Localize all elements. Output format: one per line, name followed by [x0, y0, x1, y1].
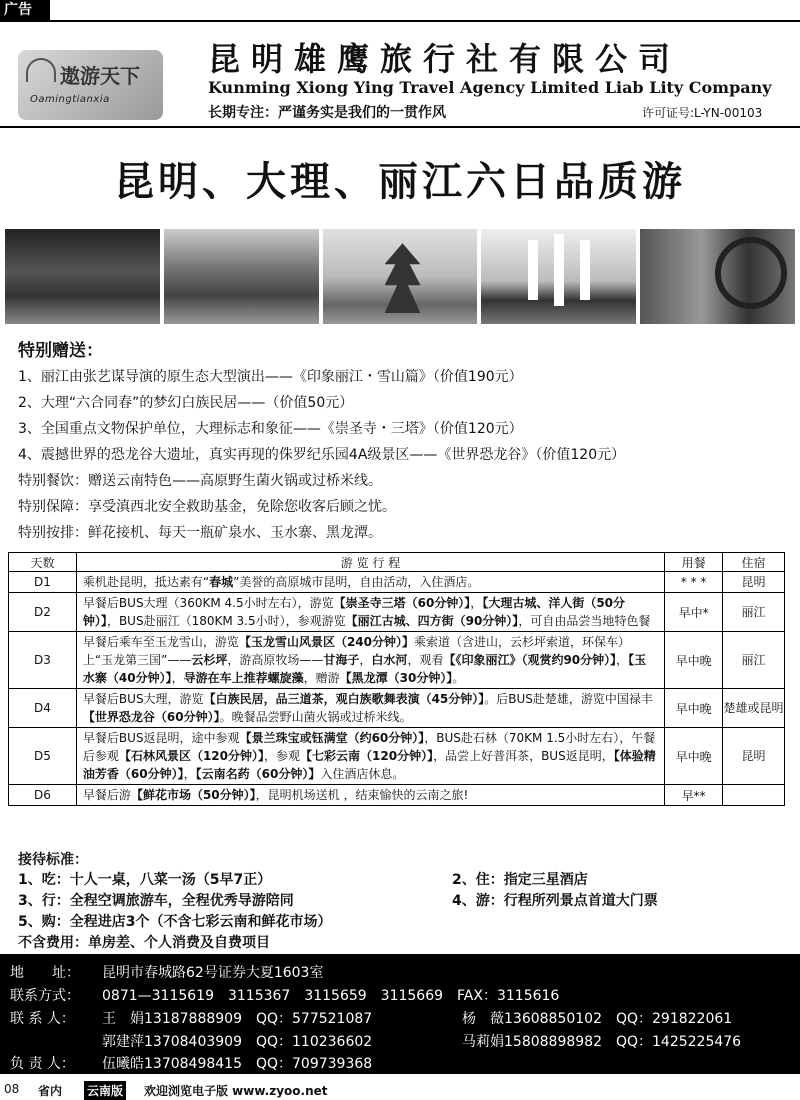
highlight-text: 【玉水寨（40分钟）】 — [82, 653, 647, 685]
row-meal: 早中晚 — [665, 728, 723, 785]
plain-text: ，BUS赴石林（70KM 1.5小时左右），午餐后参观 — [82, 731, 656, 763]
photo-water-wheel — [640, 229, 795, 324]
table-header-row — [9, 553, 785, 572]
contact-person: 马莉娟15808898982 QQ：1425225476 — [462, 1034, 742, 1050]
phones: 0871—3115619 3115367 3115659 3115669 FAX：3115616 — [102, 988, 560, 1004]
highlight-text: 【丽江古城、四方街（90分钟）】 — [345, 614, 519, 628]
manager-label: 负 责 人： — [10, 1056, 75, 1072]
plain-text: ，昆明机场送机 ，结束愉快的云南之旅! — [255, 788, 469, 802]
table-row — [9, 632, 785, 689]
row-stay: 丽江 — [723, 632, 785, 689]
highlight-text: 云杉坪 — [191, 653, 228, 667]
gift-line: 2、大理“六合同春”的梦幻白族民居——（价值50元） — [18, 395, 354, 411]
highlight-text: 【崇圣寺三塔（60分钟）】 — [333, 596, 471, 610]
highlight-text: 【石林风景区（120分钟）】 — [118, 749, 264, 763]
highlight-text: 【体验精油芳香（60分钟）】 — [82, 749, 656, 781]
row-itinerary — [76, 689, 664, 728]
address: 昆明市春城路62号证券大夏1603室 — [102, 965, 324, 981]
highlight-text: 【世界恐龙谷（60分钟）】 — [82, 710, 220, 724]
gift-line: 特别保障：享受滇西北安全救助基金，免除您收客后顾之忧。 — [18, 499, 396, 515]
gifts-title: 特别赠送： — [18, 341, 103, 361]
highlight-text: 【黑龙潭（30分钟）】 — [339, 671, 453, 685]
row-day: D3 — [9, 632, 77, 689]
pagoda-icon — [385, 243, 421, 313]
tower-icon — [528, 240, 538, 300]
row-itinerary — [76, 572, 664, 593]
row-stay: 楚雄或昆明 — [723, 689, 785, 728]
contact-person: 郭建萍13708403909 QQ：110236602 — [102, 1034, 373, 1050]
contact-block — [0, 954, 800, 1074]
photo-courtyard — [164, 229, 319, 324]
row-day: D5 — [9, 728, 77, 785]
plain-text: ， — [171, 671, 184, 685]
header-itinerary: 游 览 行 程 — [76, 553, 664, 572]
standard-sightseeing: 4、游：行程所列景点首道大门票 — [452, 893, 658, 909]
footer-note: 欢迎浏览电子版 www.zyoo.net — [144, 1084, 328, 1098]
row-meal: 早中晚 — [665, 689, 723, 728]
photo-strip — [5, 229, 795, 324]
plain-text: ，游高原牧场—— — [227, 653, 324, 667]
photo-night-town — [5, 229, 160, 324]
plain-text: 早餐后乘车至玉龙雪山，游览 — [82, 635, 239, 649]
header-meal: 用餐 — [665, 553, 723, 572]
gift-line: 特别餐饮：赠送云南特色——高原野生菌火锅或过桥米线。 — [18, 473, 382, 489]
plain-text: ， — [616, 653, 629, 667]
slogan: 长期专注：严谨务实是我们的一贯作风 — [208, 105, 446, 121]
footer — [0, 1078, 800, 1100]
standard-food: 1、吃：十人一桌，八菜一汤（5早7正） — [18, 872, 272, 888]
standards-title: 接待标准： — [18, 852, 88, 868]
standard-shopping: 5、购：全程进店3个（不含七彩云南和鲜花市场） — [18, 914, 332, 930]
footer-section: 省内 — [38, 1084, 63, 1098]
logo-pinyin: Oamingtianxia — [30, 94, 110, 105]
row-day: D4 — [9, 689, 77, 728]
plain-text: ， — [359, 653, 372, 667]
highlight-text: 导游在车上推荐螺旋藻 — [183, 671, 304, 685]
logo-arch-icon — [26, 58, 56, 82]
row-stay: 丽江 — [723, 593, 785, 632]
row-meal: 早中晚 — [665, 632, 723, 689]
tower-icon — [554, 234, 564, 306]
gift-line: 1、丽江由张艺谋导演的原生态大型演出——《印象丽江・雪山篇》（价值190元） — [18, 369, 523, 385]
contact-person: 王 娟13187888909 QQ：577521087 — [102, 1011, 373, 1027]
plain-text: 。 — [452, 671, 465, 685]
plain-text: 入住酒店休息。 — [320, 767, 405, 781]
contact-person: 杨 薇13608850102 QQ：291822061 — [462, 1011, 733, 1027]
highlight-text: 【玉龙雪山风景区（240分钟）】 — [238, 635, 414, 649]
table-row — [9, 593, 785, 632]
highlight-text: 甘海子 — [323, 653, 360, 667]
plain-text: ， — [470, 596, 483, 610]
row-meal: 早** — [665, 785, 723, 806]
plain-text: ”美誉的高原城市昆明，自由活动，入住酒店。 — [233, 575, 480, 589]
company-name-en: Kunming Xiong Ying Travel Agency Limited Liab Lity Company — [208, 78, 772, 97]
header-stay: 住宿 — [723, 553, 785, 572]
plain-text: 早餐后BUS返昆明，途中参观 — [82, 731, 240, 745]
logo-cn: 遨游天下 — [60, 64, 140, 88]
phones-label: 联系方式： — [10, 988, 80, 1004]
table-row — [9, 689, 785, 728]
row-stay — [723, 785, 785, 806]
highlight-text: 春城 — [209, 575, 234, 589]
page-number: 08 — [4, 1082, 20, 1096]
people-label: 联 系 人： — [10, 1011, 75, 1027]
plain-text: ，参观 — [264, 749, 301, 763]
water-wheel-icon — [715, 237, 787, 309]
highlight-text: 白水河 — [371, 653, 408, 667]
highlight-text: 【大理古城、洋人街（50分钟）】 — [82, 596, 626, 628]
highlight-text: 【七彩云南（120分钟）】 — [300, 749, 434, 763]
plain-text: ， — [183, 767, 196, 781]
photo-pagoda — [323, 229, 478, 324]
headline: 昆明、大理、丽江六日品质游 — [114, 159, 686, 205]
plain-text: ，可自由品尝当地特色餐 — [518, 614, 651, 628]
highlight-text: 【云南名药（60分钟）】 — [195, 767, 321, 781]
row-stay: 昆明 — [723, 728, 785, 785]
ad-tag: 广告 — [0, 0, 50, 20]
gift-line: 特别按排：鲜花接机、每天一瓶矿泉水、玉水寨、黑龙潭。 — [18, 525, 382, 541]
plain-text: 。晚餐品尝野山菌火锅或过桥米线。 — [219, 710, 412, 724]
plain-text: 乘索道（含进山，云杉坪索道，环保车）上“玉龙第三国”—— — [82, 635, 631, 667]
license-number: 许可证号:L-YN-00103 — [642, 106, 763, 120]
tower-icon — [580, 240, 590, 300]
table-row — [9, 728, 785, 785]
standard-transport: 3、行：全程空调旅游车，全程优秀导游陪同 — [18, 893, 294, 909]
row-itinerary — [76, 728, 664, 785]
edition-badge: 云南版 — [84, 1081, 126, 1100]
row-stay: 昆明 — [723, 572, 785, 593]
row-meal: 早中* — [665, 593, 723, 632]
plain-text: 早餐后BUS大理（360KM 4.5小时左右），游览 — [82, 596, 334, 610]
plain-text: ，赠游 — [303, 671, 340, 685]
highlight-text: 【白族民居，品三道茶，观白族歌舞表演（45分钟）】 — [203, 692, 485, 706]
highlight-text: 【《印象丽江》（观赏约90分钟）】 — [443, 653, 617, 667]
highlight-text: 【景兰珠宝或钰满堂（约60分钟）】 — [239, 731, 425, 745]
itinerary-table — [8, 552, 785, 806]
plain-text: ，BUS赴丽江（180KM 3.5小时），参观游览 — [106, 614, 346, 628]
plain-text: ，观看 — [407, 653, 444, 667]
logo — [18, 50, 163, 120]
standard-excluded: 不含费用：单房差、个人消费及自费项目 — [18, 935, 270, 951]
plain-text: 。后BUS赴楚雄，游览中国禄丰 — [484, 692, 653, 706]
highlight-text: 【鲜花市场（50分钟）】 — [130, 788, 256, 802]
address-label: 地 址： — [10, 965, 80, 981]
manager: 伍曦皓13708498415 QQ：709739368 — [102, 1056, 373, 1072]
company-name-cn: 昆明雄鹰旅行社有限公司 — [208, 40, 682, 78]
gift-line: 4、震撼世界的恐龙谷大遗址，真实再现的侏罗纪乐园4A级景区——《世界恐龙谷》（价值120元） — [18, 447, 626, 463]
row-itinerary — [76, 785, 664, 806]
row-itinerary — [76, 593, 664, 632]
row-day: D2 — [9, 593, 77, 632]
plain-text: 乘机赴昆明，抵达素有“ — [82, 575, 210, 589]
table-row — [9, 785, 785, 806]
header-day: 天数 — [9, 553, 77, 572]
gift-line: 3、全国重点文物保护单位，大理标志和象征——《崇圣寺・三塔》（价值120元） — [18, 421, 523, 437]
photo-three-pagodas — [481, 229, 636, 324]
row-meal: * * * — [665, 572, 723, 593]
row-day: D6 — [9, 785, 77, 806]
table-row — [9, 572, 785, 593]
row-day: D1 — [9, 572, 77, 593]
header — [0, 22, 800, 128]
standard-stay: 2、住：指定三星酒店 — [452, 872, 588, 888]
row-itinerary — [76, 632, 664, 689]
plain-text: 早餐后游 — [82, 788, 131, 802]
plain-text: ，品尝上好普洱茶，BUS返昆明， — [433, 749, 614, 763]
plain-text: 早餐后BUS大理，游览 — [82, 692, 204, 706]
